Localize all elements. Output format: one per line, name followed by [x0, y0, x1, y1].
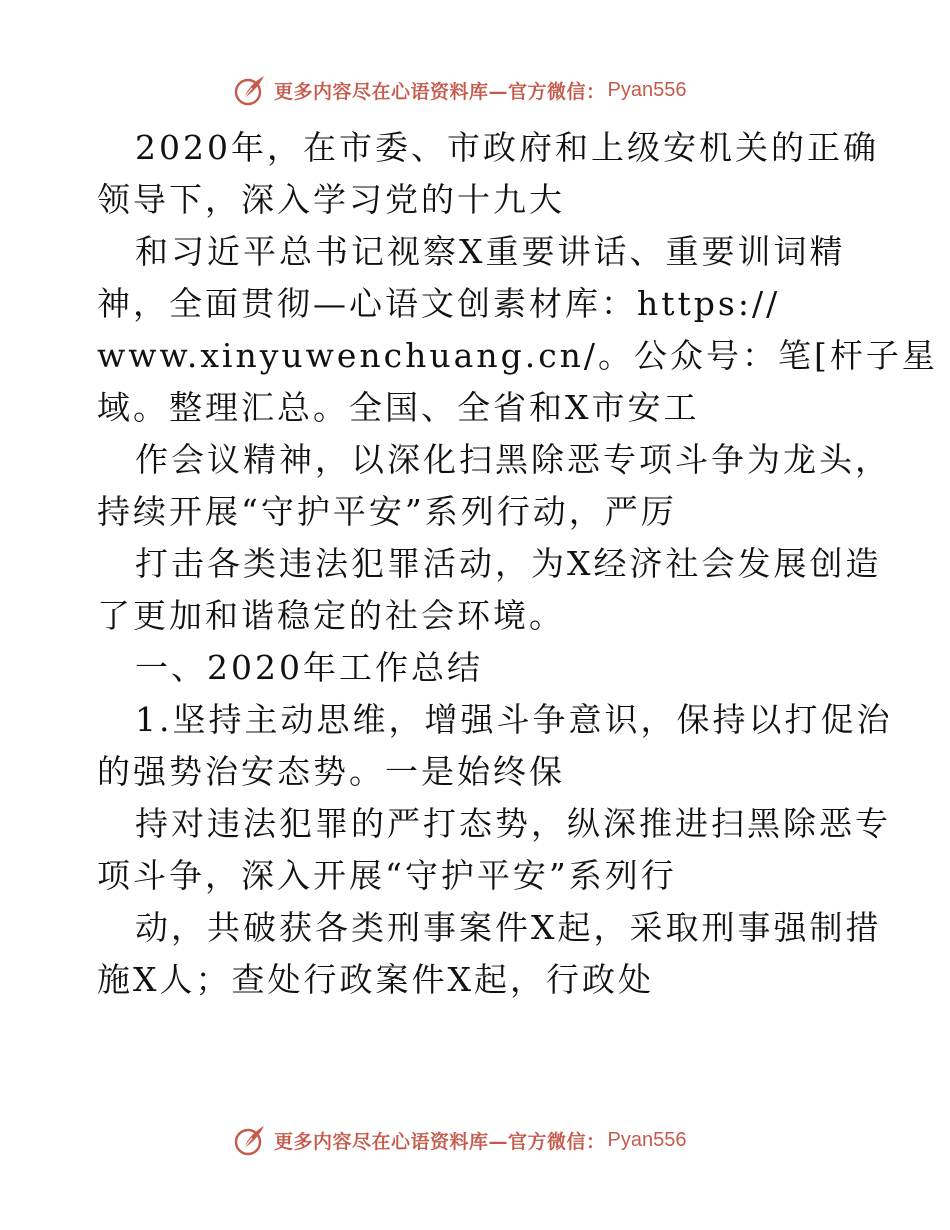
- paragraph-line: 的强势治安态势。一是始终保: [97, 752, 565, 791]
- header-watermark: [232, 70, 712, 110]
- paragraph-line: 域。整理汇总。全国、全省和X市安工: [97, 388, 700, 427]
- document-body: [97, 122, 938, 1006]
- section-heading: 一、2020年工作总结: [135, 648, 483, 687]
- paragraph-line: 施X人；查处行政案件X起，行政处: [97, 960, 654, 999]
- paragraph-line: 作会议精神，以深化扫黑除恶专项斗争为龙头，: [135, 440, 891, 479]
- paragraph-line: 神，全面贯彻—心语文创素材库：https://: [97, 284, 781, 323]
- paragraph-line: 持续开展“守护平安”系列行动，严厉: [97, 492, 677, 531]
- paragraph-line: 1.坚持主动思维，增强斗争意识，保持以打促治: [135, 700, 893, 739]
- paragraph-line: 动，共破获各类刑事案件X起，采取刑事强制措: [135, 908, 882, 947]
- paragraph-line: www.xinyuwenchuang.cn/。公众号：笔[杆子星: [97, 336, 938, 375]
- paragraph-line: 持对违法犯罪的严打态势，纵深推进扫黑除恶专: [135, 804, 891, 843]
- paragraph-line: 领导下，深入学习党的十九大: [97, 180, 565, 219]
- watermark-text: 更多内容尽在心语资料库—官方微信：: [274, 1130, 606, 1153]
- paragraph-line: 项斗争，深入开展“守护平安”系列行: [97, 856, 677, 895]
- quill-pen-logo-icon: [232, 1122, 268, 1158]
- paragraph-line: 2020年，在市委、市政府和上级安机关的正确: [135, 128, 879, 167]
- watermark-wechat-id: Pyan556: [607, 78, 687, 101]
- watermark-text: 更多内容尽在心语资料库—官方微信：: [274, 80, 606, 103]
- quill-pen-logo-icon: [232, 72, 268, 108]
- paragraph-line: 了更加和谐稳定的社会环境。: [97, 596, 565, 635]
- footer-watermark: [232, 1120, 712, 1160]
- paragraph-line: 打击各类违法犯罪活动，为X经济社会发展创造: [135, 544, 882, 583]
- watermark-wechat-id: Pyan556: [607, 1128, 687, 1151]
- paragraph-line: 和习近平总书记视察X重要讲话、重要训词精: [135, 232, 846, 271]
